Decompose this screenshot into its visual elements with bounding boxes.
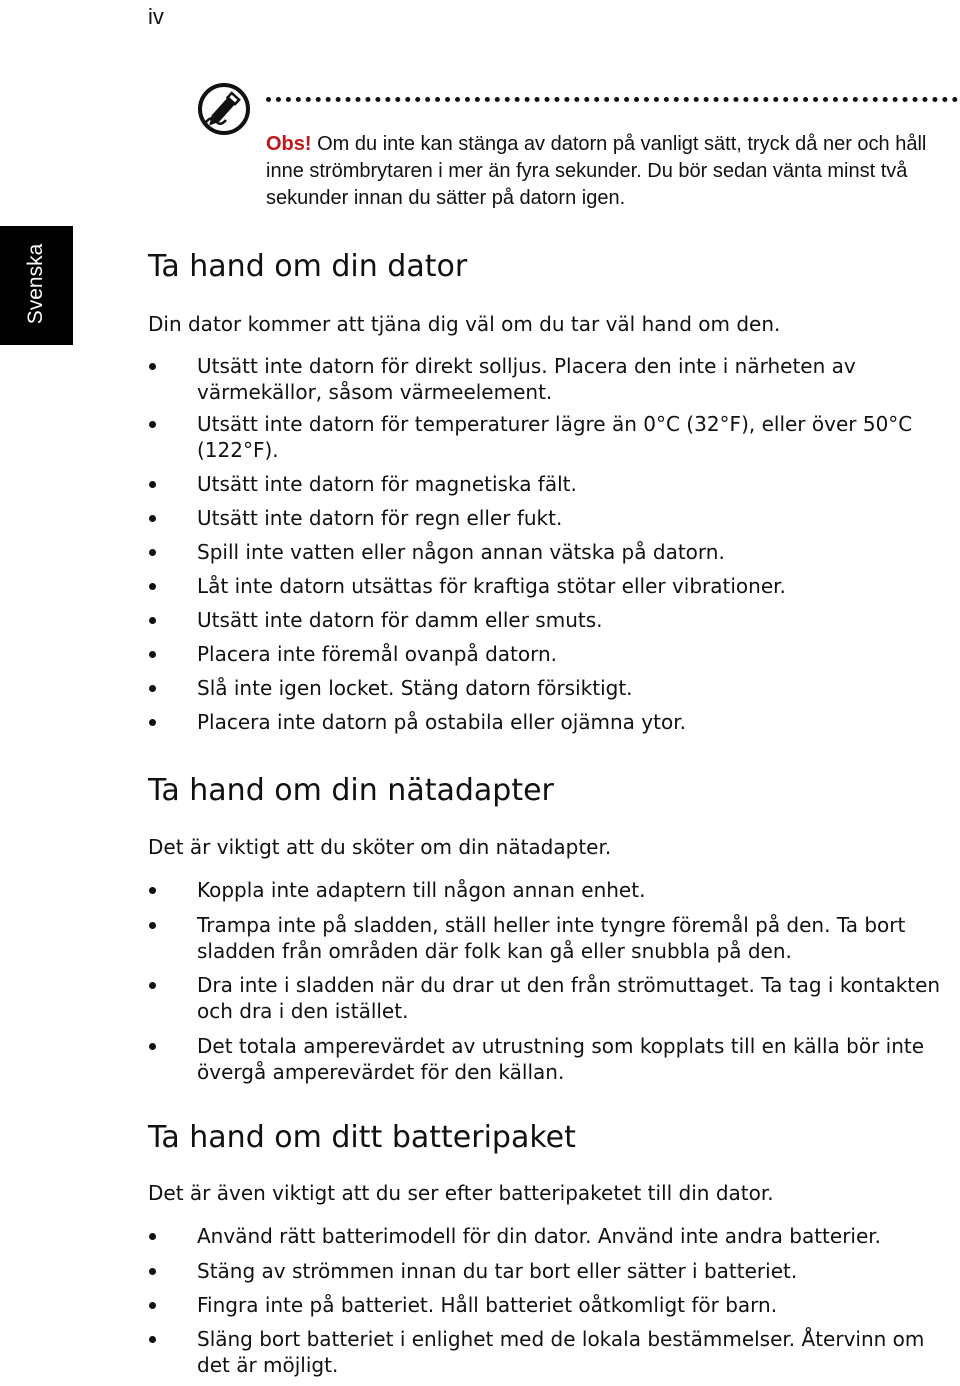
battery-care-list [148,1223,960,1386]
list-item: Slå inte igen locket. Stäng datorn försiktigt. [148,675,960,709]
list-item: Utsätt inte datorn för temperaturer lägre än 0°C (32°F), eller över 50°C (122°F). [148,411,960,471]
note-divider [266,97,958,102]
list-item: Stäng av strömmen innan du tar bort eller sätter i batteriet. [148,1258,960,1292]
adapter-care-list [148,877,960,1093]
note-pencil-icon [196,82,254,136]
note-label: Obs! [266,133,312,155]
list-item: Placera inte datorn på ostabila eller ojämna ytor. [148,709,960,743]
list-item: Låt inte datorn utsättas för kraftiga stötar eller vibrationer. [148,573,960,607]
section-intro-battery-care: Det är även viktigt att du ser efter batteripaketet till din dator. [148,1181,774,1205]
list-item: Utsätt inte datorn för magnetiska fält. [148,471,960,505]
list-item: Fingra inte på batteriet. Håll batteriet oåtkomligt för barn. [148,1292,960,1326]
list-item: Dra inte i sladden när du drar ut den från strömuttaget. Ta tag i kontakten och dra i den istället. [148,972,960,1033]
note-text [266,131,946,212]
section-intro-adapter-care: Det är viktigt att du sköter om din nätadapter. [148,835,612,859]
section-heading-adapter-care: Ta hand om din nätadapter [148,773,554,808]
list-item: Koppla inte adaptern till någon annan enhet. [148,877,960,912]
note-body: Om du inte kan stänga av datorn på vanligt sätt, tryck då ner och håll inne strömbrytaren i mer än fyra sekunder. Du bör sedan vänta minst två sekunder innan du sätter på datorn igen. [266,133,927,209]
list-item: Släng bort batteriet i enlighet med de lokala bestämmelser. Återvinn om det är möjligt. [148,1326,960,1386]
list-item: Placera inte föremål ovanpå datorn. [148,641,960,675]
list-item: Spill inte vatten eller någon annan vätska på datorn. [148,539,960,573]
list-item: Utsätt inte datorn för damm eller smuts. [148,607,960,641]
page-number: iv [148,4,164,29]
section-heading-computer-care: Ta hand om din dator [148,249,468,284]
list-item: Utsätt inte datorn för direkt solljus. Placera den inte i närheten av värmekällor, såsom värmeelement. [148,353,960,411]
section-heading-battery-care: Ta hand om ditt batteripaket [148,1120,576,1155]
computer-care-list [148,353,960,743]
list-item: Utsätt inte datorn för regn eller fukt. [148,505,960,539]
language-side-tab [0,226,73,345]
list-item: Trampa inte på sladden, ställ heller inte tyngre föremål på den. Ta bort sladden från områden där folk kan gå eller snubbla på den. [148,912,960,972]
list-item: Använd rätt batterimodell för din dator. Använd inte andra batterier. [148,1223,960,1258]
list-item: Det totala amperevärdet av utrustning som kopplats till en källa bör inte övergå amperevärdet för den källan. [148,1033,960,1093]
side-tab-label: Svenska [24,243,47,325]
section-intro-computer-care: Din dator kommer att tjäna dig väl om du tar väl hand om den. [148,312,781,336]
